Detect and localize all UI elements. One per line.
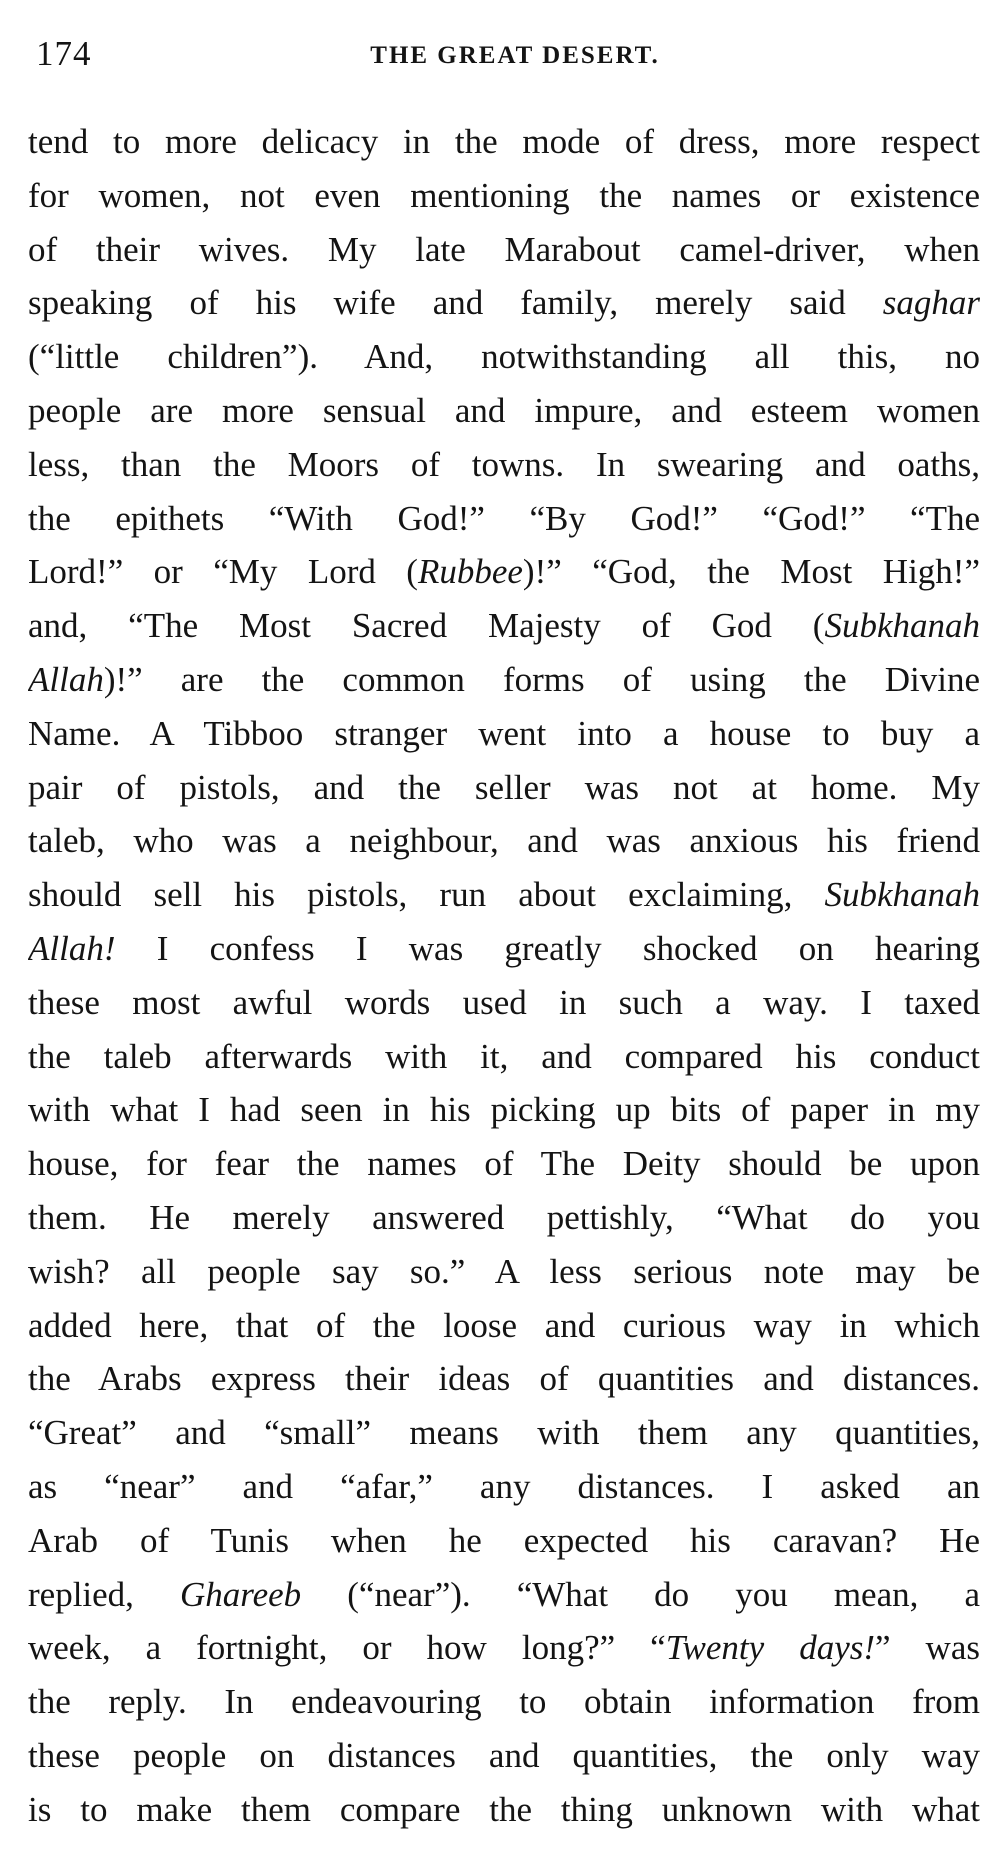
text-line xyxy=(28,115,980,169)
text-run: the reply. In endeavouring to obtain information from xyxy=(28,1682,980,1722)
text-run: )!” “God, the Most High!” xyxy=(522,552,980,592)
text-run: “Great” and “small” means with them any quantities, xyxy=(28,1413,980,1453)
page-header xyxy=(30,30,980,80)
text-line xyxy=(28,707,980,761)
text-run: should sell his pistols, run about exclaiming, xyxy=(28,875,825,915)
text-line xyxy=(28,1030,980,1084)
text-line xyxy=(28,1783,980,1837)
text-run: wish? all people say so.” A less serious note may be xyxy=(28,1251,980,1291)
text-run: pair of pistols, and the seller was not at home. My xyxy=(28,767,980,807)
text-line xyxy=(28,492,980,546)
text-line xyxy=(28,1568,980,1622)
text-line xyxy=(28,1191,980,1245)
text-line xyxy=(28,761,980,815)
text-line xyxy=(28,169,980,223)
text-line xyxy=(28,1514,980,1568)
text-run: (“little children”). And, notwithstanding all this, no xyxy=(28,337,980,377)
text-line xyxy=(28,384,980,438)
text-run: the taleb afterwards with it, and compared his conduct xyxy=(28,1036,980,1076)
text-line xyxy=(28,223,980,277)
text-run: as “near” and “afar,” any distances. I asked an xyxy=(28,1466,980,1506)
text-run: less, than the Moors of towns. In swearing and oaths, xyxy=(28,444,980,484)
text-line xyxy=(28,1406,980,1460)
text-line xyxy=(28,1675,980,1729)
text-run: added here, that of the loose and curious way in which xyxy=(28,1305,980,1345)
text-line xyxy=(28,814,980,868)
text-run: tend to more delicacy in the mode of dress, more respect xyxy=(28,122,980,161)
italic-term: Ghareeb xyxy=(180,1574,302,1614)
text-run: for women, not even mentioning the names or existence xyxy=(28,175,980,215)
italic-term: Subkhanah xyxy=(824,875,980,915)
text-run: and, “The Most Sacred Majesty of God ( xyxy=(28,606,825,646)
text-line xyxy=(28,276,980,330)
text-line xyxy=(28,868,980,922)
text-run: Arab of Tunis when he expected his caravan? He xyxy=(28,1520,980,1560)
text-run: is to make them compare the thing unknown with what xyxy=(28,1789,980,1829)
page-number: 174 xyxy=(36,34,92,73)
text-line xyxy=(28,1299,980,1353)
italic-term: Twenty days! xyxy=(665,1628,876,1668)
text-run: taleb, who was a neighbour, and was anxious his friend xyxy=(28,821,980,861)
italic-term: Allah xyxy=(28,659,104,699)
text-run: week, a fortnight, or how long?” “ xyxy=(28,1628,666,1668)
text-run: Lord!” or “My Lord ( xyxy=(28,552,418,592)
text-run: house, for fear the names of The Deity should be upon xyxy=(28,1144,980,1184)
text-run: Name. A Tibboo stranger went into a house to buy a xyxy=(28,713,980,753)
text-run: speaking of his wife and family, merely said xyxy=(28,283,883,323)
text-line xyxy=(28,1137,980,1191)
text-run: of their wives. My late Marabout camel-driver, when xyxy=(28,229,980,269)
text-line xyxy=(28,653,980,707)
text-run: ” was xyxy=(875,1628,980,1668)
text-line xyxy=(28,438,980,492)
text-run: them. He merely answered pettishly, “What do you xyxy=(28,1197,980,1237)
text-line xyxy=(28,599,980,653)
text-line xyxy=(28,922,980,976)
text-line xyxy=(28,1729,980,1783)
text-run: these most awful words used in such a way. I taxed xyxy=(28,982,980,1022)
text-run: the Arabs express their ideas of quantities and distances. xyxy=(28,1359,980,1399)
text-run: people are more sensual and impure, and esteem women xyxy=(28,390,980,430)
italic-term: Subkhanah xyxy=(824,606,980,646)
text-line xyxy=(28,1083,980,1137)
text-run: )!” are the common forms of using the Divine xyxy=(103,659,980,699)
body-text xyxy=(28,115,980,1837)
text-line xyxy=(28,1245,980,1299)
text-line xyxy=(28,545,980,599)
italic-term: Allah! xyxy=(28,928,116,968)
text-run: the epithets “With God!” “By God!” “God!” “The xyxy=(28,498,980,538)
text-line xyxy=(28,1460,980,1514)
text-line xyxy=(28,330,980,384)
text-run: (“near”). “What do you mean, a xyxy=(301,1574,980,1614)
running-title: THE GREAT DESERT. xyxy=(370,42,660,69)
text-run: replied, xyxy=(28,1574,181,1614)
text-run: I confess I was greatly shocked on hearing xyxy=(115,928,980,968)
text-line xyxy=(28,976,980,1030)
italic-term: saghar xyxy=(882,283,980,323)
text-line xyxy=(28,1621,980,1675)
text-line xyxy=(28,1352,980,1406)
text-run: with what I had seen in his picking up bits of paper in my xyxy=(28,1090,980,1130)
text-run: these people on distances and quantities, the only way xyxy=(28,1735,980,1775)
italic-term: Rubbee xyxy=(417,552,523,592)
